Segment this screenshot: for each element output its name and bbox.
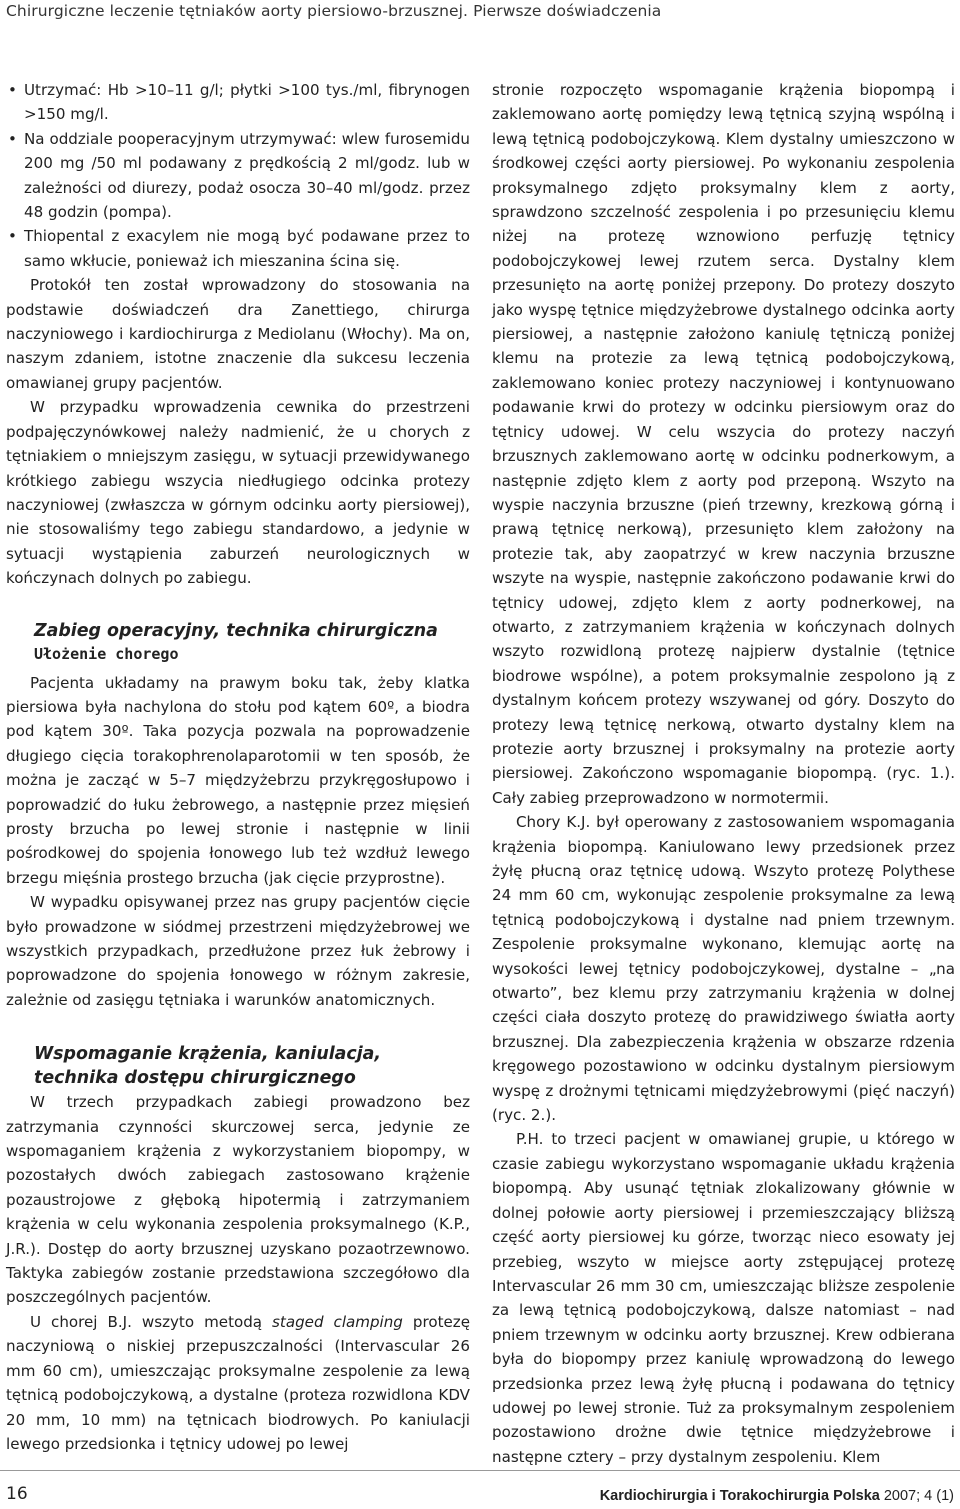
page-number: 16 <box>6 1484 28 1504</box>
bullet-item: • Thiopental z exacylem nie mogą być podawane przez to samo wkłucie, ponieważ ich mieszanina ścina się. <box>6 224 470 273</box>
right-column <box>492 78 955 1469</box>
left-column <box>6 78 470 1456</box>
journal-citation <box>600 1488 954 1504</box>
subsection-heading: Ułożenie chorego <box>34 644 179 663</box>
bullet-item: • Na oddziale pooperacyjnym utrzymywać: wlew furosemidu 200 mg /50 ml podawany z prędkością 2 ml/godz. lub w zależności od diurezy, podaż osocza 30–40 ml/godz. przez 48 godzin (pompa). <box>6 127 470 225</box>
paragraph: W wypadku opisywanej przez nas grupy pacjentów cięcie było prowadzone w siódmej przestrzeni międzyżebrowej we wszystkich przypadkach, przedłużone przez łuk żebrowy i poprowadzone do spojenia łonowego w różnym zakresie, zależnie od zasięgu tętniaka i warunków anatomicznych. <box>6 893 470 1009</box>
running-title: Chirurgiczne leczenie tętniaków aorty piersiowo-brzusznej. Pierwsze doświadczenia <box>6 2 662 20</box>
protocol-bullet-list <box>6 78 470 273</box>
footer-rule <box>0 1470 960 1471</box>
paragraph: W przypadku wprowadzenia cewnika do przestrzeni podpajęczynówkowej należy nadmienić, że u chorych z tętniakiem o mniejszym zasięgu, w sytuacji przewidywanego krótkiego zabiegu wszycia niedługiego odcinka protezy naczyniowej (zwłaszcza w górnym odcinku aorty piersiowej), nie stosowaliśmy tego zabiegu standardowo, a jedynie w sytuacji wystąpienia zaburzeń neurologicznych w kończynach dolnych po zabiegu. <box>6 398 470 588</box>
paragraph: P.H. to trzeci pacjent w omawianej grupie, u którego w czasie zabiegu wykorzystano wspomaganie układu krążenia biopompą. Aby usunąć tętniak zlokalizowany głównie w dolnej połowie aorty piersiowej i przemieszczający bliższą część aorty piersiowej ku górze, tworząc nieco esowaty jej przebieg, wszyto w miejsce aorty zstępującej protezę Intervascular 26 mm 30 cm, umieszczając bliższe zespolenie za lewą tętnicą podobojczykową, dalsze natomiast – nad pniem trzewnym w odcinku aorty brzusznej. Krew odbierana była do biopompy przez kaniulę wprowadzoną do lewego przedsionka przez lewą żyłę płucną i podawana do tętnicy udowej po lewej stronie. Tuż za proksymalnym zespoleniem pozostawiono drożne dwie tętnice międzyżebrowe i następne cztery – przy dystalnym zespoleniu. Klem <box>492 1130 955 1466</box>
italic-term: staged clamping <box>272 1312 403 1331</box>
bullet-item: • Utrzymać: Hb >10–11 g/l; płytki >100 tys./ml, fibrynogen >150 mg/l. <box>6 78 470 127</box>
paragraph: Protokół ten został wprowadzony do stosowania na podstawie doświadczeń dra Zanettiego, chirurga naczyniowego i kardiochirurga z Mediolanu (Włochy). Ma on, naszym zdaniem, istotne znaczenie dla sukcesu leczenia omawianej grupy pacjentów. <box>6 276 470 392</box>
paragraph <box>6 1310 470 1456</box>
section-heading-line: Wspomaganie krążenia, kaniulacja, <box>34 1044 382 1065</box>
text-span: protezę naczyniową o niskiej przepuszczalności (Intervascular 26 mm 60 cm), umieszczając proksymalne zespolenie za lewą tętnicą podobojczykową, a dystalne (proteza rozwidlona KDV 20 mm, 10 mm) na tętnicach biodrowych. Po kaniulacji lewego przedsionka i tętnicy udowej po lewej <box>6 1312 470 1453</box>
section-heading-line: technika dostępu chirurgicznego <box>34 1068 356 1089</box>
journal-issue: 2007; 4 (1) <box>879 1488 954 1504</box>
paragraph: Chory K.J. był operowany z zastosowaniem wspomagania krążenia biopompą. Kaniulowano lewy przedsionek przez żyłę płucną oraz tętnicę udową. Wszyto protezę Polythese 24 mm 60 cm, wykonując zespolenie proksymalne za lewą tętnicą podobojczykową i dystalne nad pniem trzewnym. Zespolenie proksymalne wykonano, klemując aortę na wysokości lewej tętnicy podobojczykowej, dystalne – „na otwarto”, bez klemu przy zatrzymaniu krążenia w dolnej części ciała doszyto protezę do prawidziwego światła aorty brzusznej. Dla zabezpieczenia krążenia w obszarze rdzenia kręgowego pozostawiono w odcinku dystalnym piersiowym wyspę z drożnymi tętnicami międzyżebrowymi (pięć naczyń) (ryc. 2.). <box>492 813 955 1125</box>
text-span: U chorej B.J. wszyto metodą <box>30 1312 273 1331</box>
paragraph: W trzech przypadkach zabiegi prowadzono bez zatrzymania czynności skurczowej serca, jedynie ze wspomaganiem krążenia z wykorzystaniem biopompy, w pozostałych dwóch zabiegach zastosowano krążenie pozaustrojowe z głęboką hipotermią i zatrzymaniem krążenia w celu wykonania zespolenia proksymalnego (K.P., J.R.). Dostęp do aorty brzusznej uzyskano pozaotrzewnowo. Taktyka zabiegów zostanie przedstawiona szczegółowo dla poszczególnych pacjentów. <box>6 1093 470 1307</box>
journal-name: Kardiochirurgia i Torakochirurgia Polska <box>599 1488 880 1504</box>
section-heading-2 <box>6 1042 470 1090</box>
paragraph: Pacjenta układamy na prawym boku tak, żeby klatka piersiowa była nachylona do stołu pod kątem 60º, a biodra pod kątem 30º. Taka pozycja pozwala na poprowadzenie długiego cięcia torakophrenolaparotomii w ten sposób, że można je zacząć w 5–7 międzyżebrzu przykręgosłupowo i poprowadzić do łuku żebrowego, a następnie przez mięsień prosty brzucha po lewej stronie i następnie w linii pośrodkowej do spojenia łonowego lub też wzdłuż lewego brzegu mięśnia prostego brzucha (jak cięcie przyprostne). <box>6 673 470 887</box>
section-heading: Zabieg operacyjny, technika chirurgiczna <box>34 620 438 641</box>
paragraph: stronie rozpoczęto wspomaganie krążenia biopompą i zaklemowano aortę pomiędzy lewą tętnicą szyjną wspólną i lewą tętnicą podobojczykową. Klem dystalny umieszczono w środkowej części aorty piersiowej. Po wykonaniu zespolenia proksymalnego zdjęto proksymalny klem z aorty, sprawdzono szczelność zespolenia i po przesunięciu klemu niżej na protezę wznowiono perfuzję tętnicy podobojczykowej lewej rzutem serca. Dystalny klem przesunięto na aortę poniżej przepony. Do protezy doszyto jako wyspę tętnice międzyżebrowe dystalnego odcinka aorty piersiowej, a następnie założono kaniulę tętniczą poniżej klemu na protezie za lewą tętnicą podobojczykową, zaklemowano koniec protezy naczyniowej i kontynuowano podawanie krwi do protezy w odcinku piersiowym oraz do tętnicy udowej. W celu wszycia do protezy naczyń brzusznych zaklemowano aortę w odcinku podnerkowym, a następnie zdjęto klem z aorty pod przeponą. Wszyto na wyspie naczynia brzuszne (pień trzewny, krezkową górną i prawą tętnicę nerkową), przesunięto klem założony na protezie tak, aby zaopatrzyć w krew naczynia brzuszne wszyte na wyspie, następnie zakończono podawanie krwi do tętnicy udowej, zdjęto klem z aorty podnerkowej, na otwarto, z zatrzymaniem krążenia w kończynach dolnych wszyto rozwidloną protezę najpierw dystalnie (tętnice biodrowe wspólne), a potem proksymalnie zespolono ją z dystalnym końcem protezy wszywanej od góry. Doszyto do protezy lewą tętnicę nerkową, otwarto dystalny klem na protezie aorty brzusznej i proksymalny na protezie aorty piersiowej. Zakończono wspomaganie biopompą. (ryc. 1.). Cały zabieg przeprowadzono w normotermii. <box>492 81 955 807</box>
